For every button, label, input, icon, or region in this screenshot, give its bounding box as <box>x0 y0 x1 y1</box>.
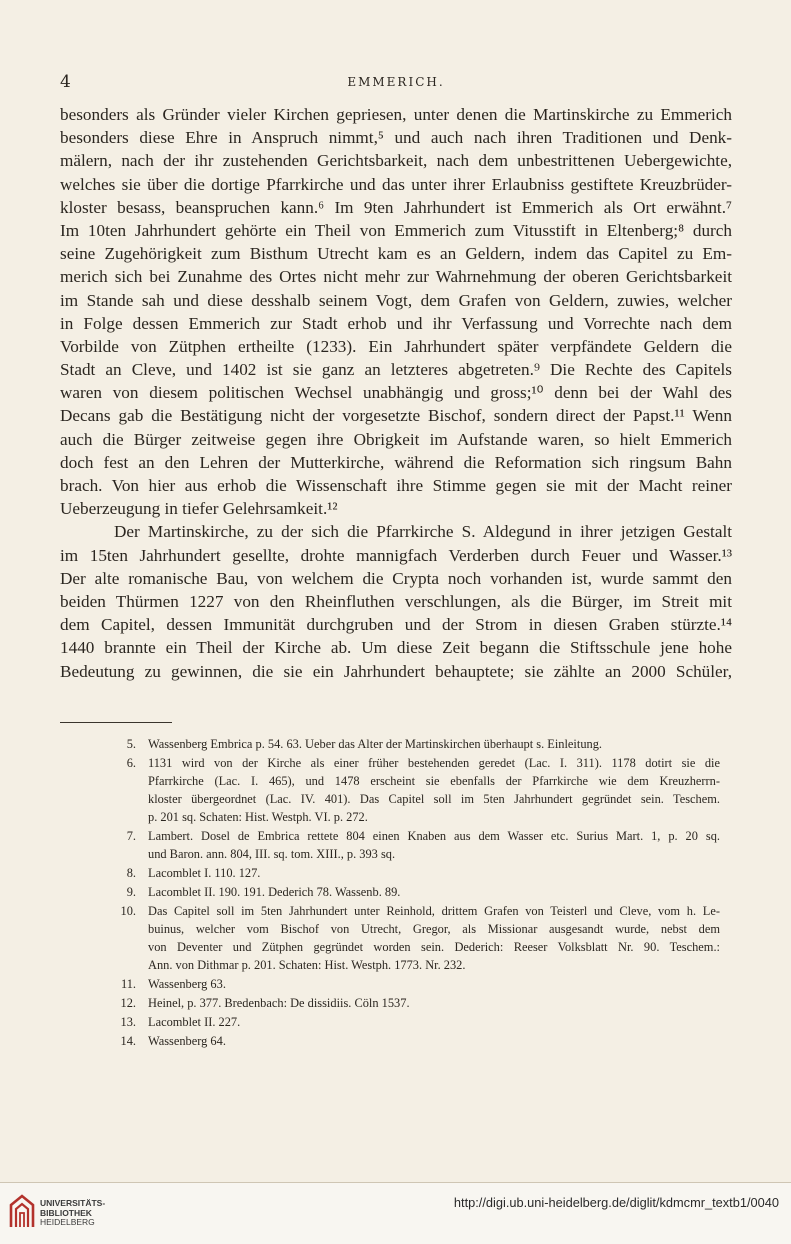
footnote-text <box>148 1032 720 1050</box>
text-line: merich sich bei Zunahme des Ortes nicht mehr zur Wahrnehmung der oberen Gerichtsbarkeit <box>60 267 732 287</box>
footnote-number: 7. <box>126 829 136 843</box>
footnote-line: p. 201 sq. Schaten: Hist. Westph. VI. p. 272. <box>148 810 368 824</box>
text-line: seine Zugehörigkeit zum Bisthum Utrecht kam es an Geldern, indem das Capitel zu Em- <box>60 244 732 264</box>
footnote-line: buinus, welcher vom Bischof von Utrecht, Gregor, als Missionar ausgesandt wurde, nebst dem <box>148 922 720 936</box>
logo-text-line2: BIBLIOTHEK <box>40 1207 92 1218</box>
footnote-line: Ann. von Dithmar p. 201. Schaten: Hist. Westph. 1773. Nr. 232. <box>148 958 466 972</box>
footnote <box>108 735 720 753</box>
footnote-line: Heinel, p. 377. Bredenbach: De dissidiis. Cöln 1537. <box>148 996 410 1010</box>
text-line: brach. Von hier aus erhob die Wissenschaft ihre Stimme gegen sie mit der Macht reiner <box>60 476 732 495</box>
permalink-url[interactable]: http://digi.ub.uni-heidelberg.de/diglit/kdmcmr_textb1/0040 <box>453 1195 779 1210</box>
footnote-line: und Baron. ann. 804, III. sq. tom. XIII., p. 393 sq. <box>148 847 396 861</box>
footnote-line: Lacomblet II. 227. <box>148 1015 241 1029</box>
text-line: doch fest an den Lehren der Mutterkirche, während die Reformation sich ringsum Bahn <box>60 452 732 472</box>
text-line: kloster besass, beanspruchen kann.⁶ Im 9ten Jahrhundert ist Emmerich als Ort erwähnt.⁷ <box>60 197 732 217</box>
footnote-number: 14. <box>120 1034 136 1048</box>
footnote-number: 6. <box>126 756 136 770</box>
footnote-line: 1131 wird von der Kirche als einer früher bestehenden geredet (Lac. I. 311). 1178 dotirt sie die <box>148 756 720 770</box>
footnotes <box>108 735 720 1051</box>
footnote-line: Das Capitel soll im 5ten Jahrhundert unter Reinhold, drittem Grafen von Teisterl und Cleve, vom h. Le- <box>148 904 720 918</box>
text-line: auch die Bürger zeitweise gegen ihre Obrigkeit im Aufstande waren, so hielt Emmerich <box>60 429 732 449</box>
text-line: Stadt an Cleve, und 1402 ist sie ganz an letzteres abgetreten.⁹ Die Rechte des Capitels <box>60 360 732 380</box>
text-line: in Folge dessen Emmerich zur Stadt erhob und ihr Verfassung und Vorrechte nach dem <box>60 313 732 333</box>
footnote-text <box>148 975 720 993</box>
footnote-line: Lacomblet I. 110. 127. <box>148 866 261 880</box>
footnote-text <box>148 864 720 882</box>
text-line: im 15ten Jahrhundert gesellte, drohte mannigfach Verderben durch Feuer und Wasser.¹³ <box>60 545 732 565</box>
footnote-line: Lambert. Dosel de Embrica rettete 804 einen Knaben aus dem Wasser etc. Surius Mart. 1, p. 20 sq. <box>148 829 720 843</box>
text-line: Bedeutung zu gewinnen, die sie ein Jahrhundert behauptete; sie zählte an 2000 Schüler, <box>60 661 732 681</box>
running-title: EMMERICH. <box>347 75 445 89</box>
text-line: Im 10ten Jahrhundert gehörte ein Theil von Emmerich zum Vitusstift in Eltenberg;⁸ durch <box>60 220 732 240</box>
footnote <box>108 827 720 863</box>
footnote-number: 11. <box>120 977 136 991</box>
footnote <box>108 994 720 1012</box>
text-line: Der Martinskirche, zu der sich die Pfarrkirche S. Aldegund in ihrer jetzigen Gestalt <box>114 522 732 542</box>
text-line: im Stande sah und diese desshalb seinem Vogt, dem Grafen von Geldern, zuwies, welcher <box>60 290 732 310</box>
footnote-text <box>148 1013 720 1031</box>
footnote-text <box>148 735 720 753</box>
footnote-number: 10. <box>120 904 136 918</box>
footnote-number: 12. <box>120 996 136 1010</box>
footnote <box>108 1032 720 1050</box>
text-line: Decans gab die Bestätigung nicht der vorgesetzte Bischof, sondern direct der Papst.¹¹ Wenn <box>60 406 732 426</box>
footnote <box>108 1013 720 1031</box>
footnote-number: 9. <box>126 885 136 899</box>
text-line: 1440 brannte ein Theil der Kirche ab. Um diese Zeit begann die Stiftsschule jene hohe <box>60 638 732 658</box>
page-number: 4 <box>60 72 71 92</box>
footnote <box>108 864 720 882</box>
footnote <box>108 975 720 993</box>
text-line: Der alte romanische Bau, von welchem die Crypta noch vorhanden ist, wurde sammt den <box>60 568 732 588</box>
footnote-text <box>148 754 720 826</box>
text-line: welches sie über die dortige Pfarrkirche und das unter ihrer Erlaubniss gestiftete Kreuzbrüder- <box>60 174 732 194</box>
footnote-number: 5. <box>126 737 136 751</box>
footnote-number: 13. <box>120 1015 136 1029</box>
footnote-line: kloster übergeordnet (Lac. IV. 401). Das Capitel soll im 5ten Jahrhundert gegründet sein. Teschem. <box>148 792 720 806</box>
library-logo[interactable] <box>8 1193 148 1237</box>
logo-text-line3: HEIDELBERG <box>40 1217 95 1227</box>
footnote-number: 8. <box>126 866 136 880</box>
footnote-text <box>148 827 720 863</box>
library-logo-icon <box>8 1193 36 1229</box>
text-line: beiden Thürmen 1227 von den Rheinfluthen verschlungen, als die Bürger, im Streit mit <box>60 591 732 611</box>
viewer-footer <box>0 1183 791 1244</box>
body-text <box>60 103 732 683</box>
footnote <box>108 754 720 826</box>
footnote-separator <box>60 722 172 723</box>
page-header <box>60 72 732 94</box>
footnote-line: Wassenberg 64. <box>148 1034 226 1048</box>
text-line: waren von diesem politischen Wechsel unabhängig und gross;¹⁰ denn bei der Wahl des <box>60 383 732 403</box>
footnote-line: von Deventer und Zütphen gegründet worden sein. Dederich: Reeser Volksblatt Nr. 90. Teschem.: <box>148 940 720 954</box>
text-line: Vorbilde von Zütphen ertheilte (1233). Ein Jahrhundert später verpfändete Geldern die <box>60 336 732 356</box>
footnote-text <box>148 902 720 974</box>
footnote-line: Lacomblet II. 190. 191. Dederich 78. Wassenb. 89. <box>148 885 401 899</box>
logo-text-line1: UNIVERSITÄTS- <box>40 1198 106 1208</box>
text-line: besonders diese Ehre in Anspruch nimmt,⁵ und auch nach ihren Traditionen und Denk- <box>60 128 732 148</box>
footnote <box>108 883 720 901</box>
text-line: besonders als Gründer vieler Kirchen gepriesen, unter denen die Martinskirche zu Emmerich <box>60 105 732 124</box>
footnote <box>108 902 720 974</box>
text-line: mälern, nach der ihr zustehenden Gerichtsbarkeit, nach dem unbestrittenen Uebergewichte, <box>60 151 732 171</box>
text-line: Ueberzeugung in tiefer Gelehrsamkeit.¹² <box>60 499 338 519</box>
footnote-line: Wassenberg 63. <box>148 977 226 991</box>
footnote-text <box>148 883 720 901</box>
footnote-line: Pfarrkirche (Lac. I. 465), und 1478 erscheint sie ebenfalls der Pfarrkirche wie dem Kreuzherrn- <box>148 774 720 788</box>
footnote-text <box>148 994 720 1012</box>
footnote-line: Wassenberg Embrica p. 54. 63. Ueber das Alter der Martinskirchen überhaupt s. Einleitung. <box>148 737 603 751</box>
text-line: dem Capitel, dessen Immunität durchgruben und der Strom in diesen Graben stürzte.¹⁴ <box>60 615 732 635</box>
